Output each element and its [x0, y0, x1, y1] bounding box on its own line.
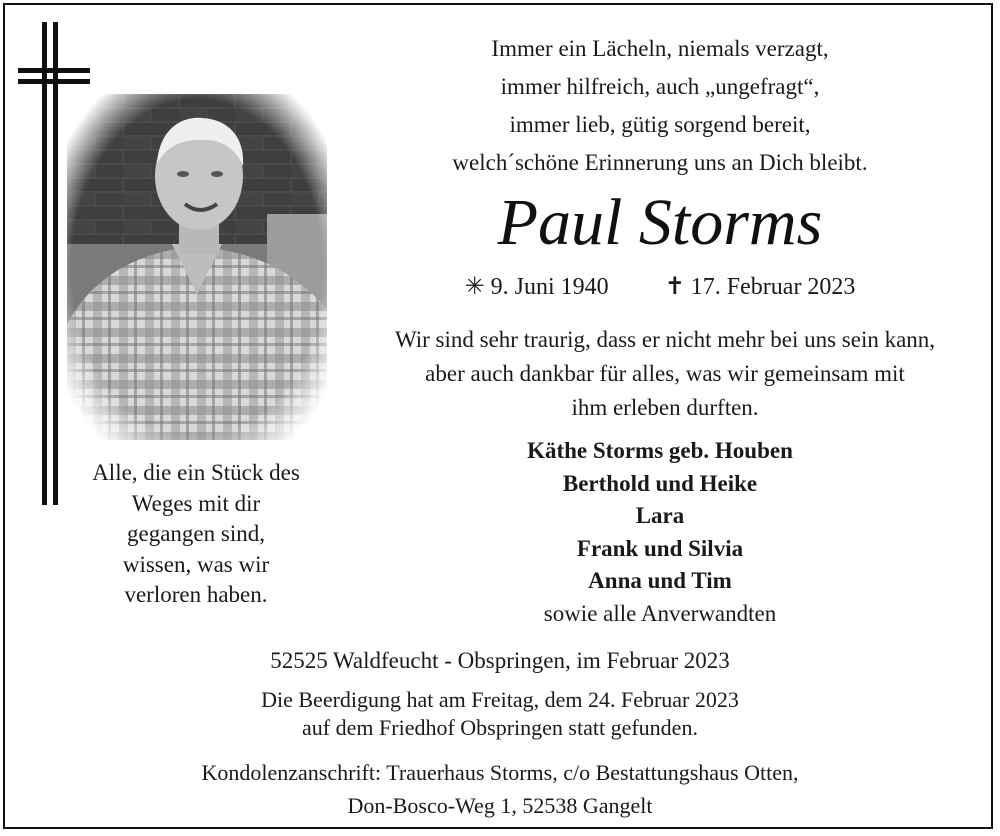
- family-list: [380, 435, 940, 630]
- relatives-line: sowie alle Anverwandten: [543, 600, 777, 626]
- place-date: 52525 Waldfeucht - Obspringen, im Februar 2023: [270, 648, 730, 673]
- funeral-line: auf dem Friedhof Obspringen statt gefunden.: [302, 715, 698, 740]
- deceased-name: Paul Storms: [497, 186, 823, 259]
- quote-line: verloren haben.: [124, 582, 268, 607]
- family-member: Anna und Tim: [588, 568, 732, 593]
- quote-line: wissen, was wir: [122, 551, 270, 577]
- mourning-message: [340, 323, 990, 425]
- poem-line: Immer ein Lächeln, niemals verzagt,: [491, 36, 829, 61]
- poem-line: immer lieb, gütig sorgend bereit,: [509, 112, 811, 137]
- family-member: Käthe Storms geb. Houben: [527, 438, 793, 463]
- poem-line: immer hilfreich, auch „ungefragt“,: [500, 74, 820, 99]
- quote-line: Alle, die ein Stück des: [92, 460, 300, 485]
- death-date-text: 17. Februar 2023: [690, 274, 856, 300]
- message-line: aber auch dankbar für alles, was wir gemeinsam mit: [425, 361, 905, 386]
- family-member: Lara: [635, 503, 685, 528]
- family-member: Berthold und Heike: [562, 470, 758, 496]
- quote-line: gegangen sind,: [127, 521, 265, 546]
- message-line: Wir sind sehr traurig, dass er nicht mehr bei uns sein kann,: [394, 327, 936, 352]
- portrait-photo: [67, 94, 327, 440]
- side-quote: [60, 458, 332, 611]
- memorial-poem: [380, 30, 940, 182]
- life-dates: [380, 270, 940, 304]
- cross-icon-vertical-left: [42, 22, 47, 505]
- cross-icon-horizontal-bottom: [18, 79, 90, 84]
- funeral-info: [100, 686, 900, 742]
- funeral-line: Die Beerdigung hat am Freitag, dem 24. Februar 2023: [261, 687, 739, 712]
- family-member: Frank und Silvia: [576, 535, 744, 561]
- cross-icon-vertical-right: [53, 22, 58, 505]
- birth-date-text: 9. Juni 1940: [490, 274, 609, 300]
- poem-line: welch´schöne Erinnerung uns an Dich bleibt.: [452, 150, 868, 175]
- star-icon: ✳: [464, 274, 485, 300]
- cross-icon-horizontal-top: [18, 68, 90, 73]
- condolence-line: Kondolenzanschrift: Trauerhaus Storms, c/o Bestattungshaus Otten,: [201, 760, 799, 785]
- cross-icon: ✝: [664, 274, 685, 300]
- condolence-address: [100, 756, 900, 822]
- birth-date: [465, 270, 609, 304]
- condolence-line: Don-Bosco-Weg 1, 52538 Gangelt: [347, 793, 653, 818]
- message-line: ihm erleben durften.: [571, 395, 759, 420]
- quote-line: Weges mit dir: [131, 490, 261, 516]
- death-date: [665, 274, 856, 300]
